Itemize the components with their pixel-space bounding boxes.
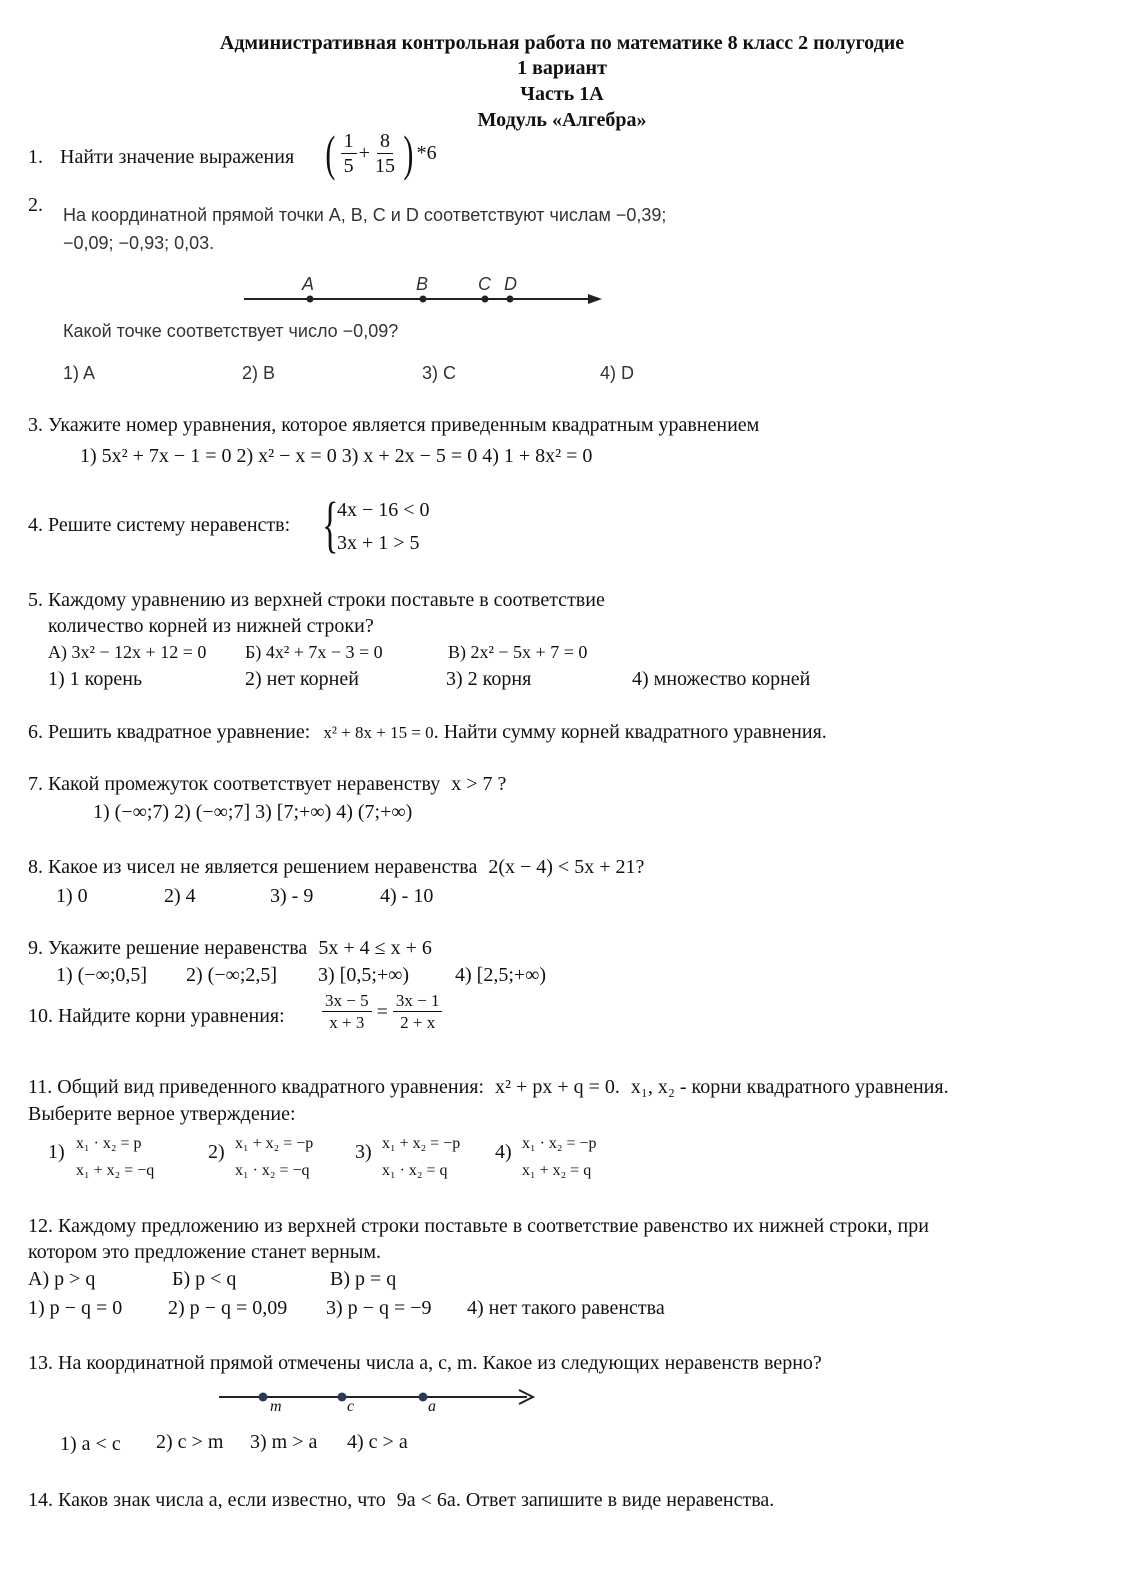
q1-text: Найти значение выражения xyxy=(60,146,295,168)
q2-label-c: C xyxy=(478,274,491,294)
q12-line2: котором это предложение станет верным. xyxy=(28,1241,381,1263)
q8-option-2: 2) 4 xyxy=(164,885,196,907)
q14-post: . Ответ запишите в виде неравенства. xyxy=(455,1489,775,1511)
q2-option-1: 1) A xyxy=(63,363,96,383)
q10-den2: 2 + x xyxy=(400,1013,436,1032)
q9-option-1: 1) (−∞;0,5] xyxy=(56,964,148,986)
q12-top-c: В) p = q xyxy=(330,1268,397,1290)
q14-inequality: 9a < 6a xyxy=(396,1489,456,1511)
q9-option-3: 3) [0,5;+∞) xyxy=(318,964,410,986)
q13-point-m xyxy=(259,1393,268,1402)
q2-question: Какой точке соответствует число −0,09? xyxy=(63,321,399,341)
q2-line2: −0,09; −0,93; 0,03. xyxy=(63,233,215,253)
q8-option-4: 4) - 10 xyxy=(380,885,434,907)
q11-opt2-label: 2) xyxy=(208,1141,225,1163)
q13-label-a: a xyxy=(428,1398,436,1415)
q6-equation: x² + 8x + 15 = 0 xyxy=(323,723,434,742)
q13-option-4: 4) c > a xyxy=(347,1431,408,1453)
q12-bottom-2: 2) p − q = 0,09 xyxy=(168,1297,288,1319)
q7-options: 1) (−∞;7) 2) (−∞;7] 3) [7;+∞) 4) (7;+∞) xyxy=(93,801,413,823)
q11-opt1-a: x₁ · x₂ = p xyxy=(76,1135,142,1152)
q14-pre: 14. Каков знак числа a, если известно, что xyxy=(28,1489,386,1511)
q2-line1: На координатной прямой точки A, B, C и D соответствуют числам −0,39; xyxy=(63,205,667,225)
q1-num1: 1 xyxy=(341,131,357,154)
q4-text: 4. Решите систему неравенств: xyxy=(28,514,291,536)
q1-expression: ( $\frac{1}{5}$ + $\frac{8}{15}$ ) *6 xyxy=(325,125,437,181)
q10-den1: x + 3 xyxy=(329,1013,365,1032)
q11-equation: x² + px + q = 0. xyxy=(495,1076,620,1098)
q2-label-b: B xyxy=(416,274,429,294)
q1-num2: 8 xyxy=(377,131,393,154)
q6-post: . Найти сумму корней квадратного уравнения. xyxy=(433,721,827,743)
q9-text-row xyxy=(28,938,432,958)
q4-brace: { xyxy=(322,491,339,559)
q2-label-a: A xyxy=(302,274,315,294)
q13-label-c: c xyxy=(347,1398,355,1415)
part-label: Часть 1А xyxy=(520,83,604,105)
q2-option-4: 4) D xyxy=(600,363,635,383)
q5-eq-c: В) 2x² − 5x + 7 = 0 xyxy=(448,642,588,662)
q13-point-a xyxy=(419,1393,428,1402)
q7-text-row xyxy=(28,774,506,794)
q2-point-b xyxy=(420,296,427,303)
q11-opt1-b: x₁ + x₂ = −q xyxy=(76,1162,155,1179)
q2-option-2: 2) B xyxy=(242,363,276,383)
q14-text xyxy=(28,1490,774,1510)
q8-option-3: 3) - 9 xyxy=(270,885,314,907)
q12-bottom-4: 4) нет такого равенства xyxy=(467,1297,665,1319)
q8-option-1: 1) 0 xyxy=(56,885,88,907)
q3-text: 3. Укажите номер уравнения, которое является приведенным квадратным уравнением xyxy=(28,414,760,436)
q1-den2: 15 xyxy=(374,154,395,177)
q12-top-a: А) p > q xyxy=(28,1268,96,1290)
q12-line1: 12. Каждому предложению из верхней строки поставьте в соответствие равенство их нижней строки, при xyxy=(28,1215,929,1237)
q10-num2: 3x − 1 xyxy=(393,992,443,1012)
q6-text xyxy=(28,722,827,742)
module-label: Модуль «Алгебра» xyxy=(477,109,647,131)
q11-opt4-a: x₁ · x₂ = −p xyxy=(522,1135,597,1152)
q13-label-m: m xyxy=(270,1398,282,1415)
q11-opt3-a: x₁ + x₂ = −p xyxy=(382,1135,461,1152)
q8-text-row xyxy=(28,857,644,877)
q13-option-2: 2) c > m xyxy=(156,1431,224,1453)
q5-ans-1: 1) 1 корень xyxy=(48,668,143,690)
q11-roots: x₁, x₂ - корни квадратного уравнения. xyxy=(630,1076,949,1098)
q11-opt2-b: x₁ · x₂ = −q xyxy=(235,1162,310,1179)
q2-point-c xyxy=(482,296,489,303)
q11-opt4-label: 4) xyxy=(495,1141,512,1163)
q11-line1-row xyxy=(28,1077,949,1097)
q11-opt4-b: x₁ + x₂ = q xyxy=(522,1162,592,1179)
q13-number-line xyxy=(215,1386,545,1408)
q12-bottom-3: 3) p − q = −9 xyxy=(326,1297,432,1319)
q4-ineq-2: 3x + 1 > 5 xyxy=(337,532,420,554)
q3-options: 1) 5x² + 7x − 1 = 0 2) x² − x = 0 3) x + 2x − 5 = 0 4) 1 + 8x² = 0 xyxy=(80,445,593,467)
q13-text: 13. На координатной прямой отмечены числа a, c, m. Какое из следующих неравенств верно? xyxy=(28,1352,822,1374)
q11-opt2-a: x₁ + x₂ = −p xyxy=(235,1135,314,1152)
q2-label-d: D xyxy=(504,274,517,294)
q5-line2: количество корней из нижней строки? xyxy=(48,615,374,637)
q11-opt3-b: x₁ · x₂ = q xyxy=(382,1162,448,1179)
q8-inequality: 2(x − 4) < 5x + 21? xyxy=(488,856,645,878)
q5-ans-2: 2) нет корней xyxy=(245,668,359,690)
q1-tail: *6 xyxy=(416,142,437,164)
q13-option-1: 1) a < c xyxy=(60,1433,121,1455)
q12-bottom-1: 1) p − q = 0 xyxy=(28,1297,123,1319)
q5-line1: 5. Каждому уравнению из верхней строки поставьте в соответствие xyxy=(28,589,605,611)
q9-option-4: 4) [2,5;+∞) xyxy=(455,964,547,986)
q10-equals: = xyxy=(376,1000,388,1023)
q11-opt3-label: 3) xyxy=(355,1141,372,1163)
q11-line1: 11. Общий вид приведенного квадратного уравнения: xyxy=(28,1076,485,1098)
q5-eq-b: Б) 4x² + 7x − 3 = 0 xyxy=(245,642,383,662)
q9-text: 9. Укажите решение неравенства xyxy=(28,937,308,959)
q2-point-d xyxy=(507,296,514,303)
variant-label: 1 вариант xyxy=(517,57,607,79)
page-title: Административная контрольная работа по математике 8 класс 2 полугодие xyxy=(219,32,905,54)
q2-number: 2. xyxy=(28,194,43,216)
q6-pre: 6. Решить квадратное уравнение: xyxy=(28,721,311,743)
q10-num1: 3x − 5 xyxy=(322,992,372,1012)
q13-option-3: 3) m > a xyxy=(250,1431,318,1453)
q12-top-b: Б) p < q xyxy=(172,1268,237,1290)
q9-inequality: 5x + 4 ≤ x + 6 xyxy=(318,937,432,959)
q1-plus: + xyxy=(358,142,370,164)
q5-eq-a: А) 3x² − 12x + 12 = 0 xyxy=(48,642,207,662)
q5-ans-3: 3) 2 корня xyxy=(446,668,532,690)
q1-number: 1. xyxy=(28,146,43,168)
q2-option-3: 3) C xyxy=(422,363,457,383)
q8-text: 8. Какое из чисел не является решением неравенства xyxy=(28,856,478,878)
q2-point-a xyxy=(307,296,314,303)
q10-equation xyxy=(320,992,444,1031)
q10-text: 10. Найдите корни уравнения: xyxy=(28,1005,285,1027)
q4-ineq-1: 4x − 16 < 0 xyxy=(337,499,430,521)
q1-den1: 5 xyxy=(343,154,354,177)
q11-line2: Выберите верное утверждение: xyxy=(28,1103,296,1125)
q11-opt1-label: 1) xyxy=(48,1141,65,1163)
q5-ans-4: 4) множество корней xyxy=(632,668,811,690)
q7-inequality: x > 7 ? xyxy=(451,773,507,795)
q13-point-c xyxy=(338,1393,347,1402)
q7-text: 7. Какой промежуток соответствует неравенству xyxy=(28,773,441,795)
q9-option-2: 2) (−∞;2,5] xyxy=(186,964,278,986)
